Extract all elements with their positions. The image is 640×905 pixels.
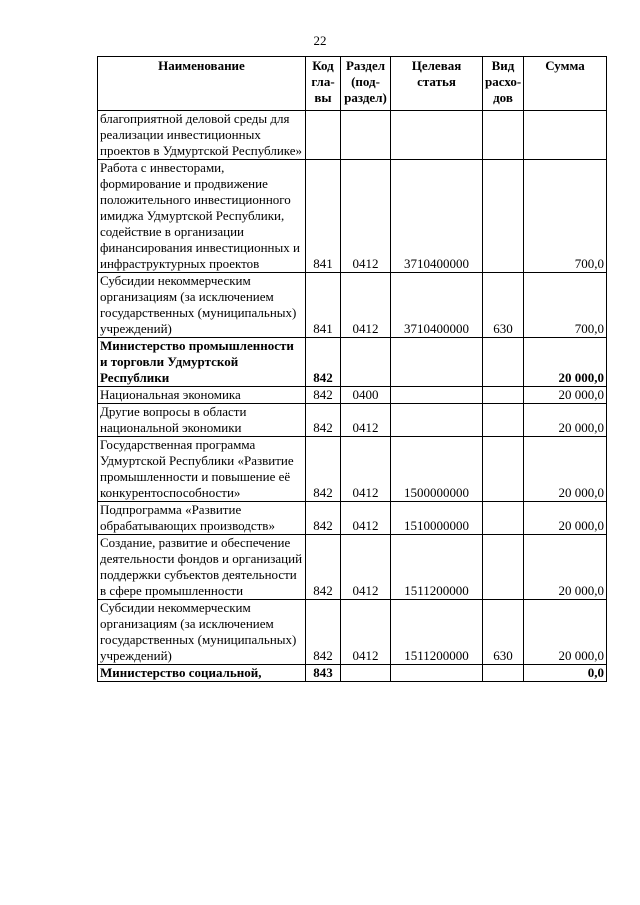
cell-name: благоприятной деловой среды для реализации инвестиционных проектов в Удмуртской Республике» bbox=[98, 111, 306, 160]
cell-sum: 20 000,0 bbox=[524, 338, 607, 387]
cell-name: Министерство промышленности и торговли Удмуртской Республики bbox=[98, 338, 306, 387]
header-code: Код гла- вы bbox=[306, 57, 341, 111]
cell-section: 0412 bbox=[341, 404, 391, 437]
cell-name: Создание, развитие и обеспечение деятельности фондов и организаций поддержки субъектов деятельности в сфере промышленности bbox=[98, 535, 306, 600]
table-row bbox=[98, 600, 607, 665]
table-row bbox=[98, 502, 607, 535]
header-section: Раздел (под- раздел) bbox=[341, 57, 391, 111]
cell-section: 0412 bbox=[341, 600, 391, 665]
cell-name: Субсидии некоммерческим организациям (за исключением государственных (муниципальных) учреждений) bbox=[98, 600, 306, 665]
cell-target: 1511200000 bbox=[391, 600, 483, 665]
cell-sum: 20 000,0 bbox=[524, 502, 607, 535]
budget-table bbox=[97, 56, 607, 682]
header-name: Наименование bbox=[98, 57, 306, 111]
cell-sum: 700,0 bbox=[524, 160, 607, 273]
cell-sum: 0,0 bbox=[524, 665, 607, 682]
cell-sum bbox=[524, 111, 607, 160]
cell-name: Министерство социальной, bbox=[98, 665, 306, 682]
cell-target: 1511200000 bbox=[391, 535, 483, 600]
page-number: 22 bbox=[313, 33, 327, 48]
cell-section: 0412 bbox=[341, 437, 391, 502]
table-row bbox=[98, 273, 607, 338]
cell-target bbox=[391, 338, 483, 387]
cell-code: 842 bbox=[306, 502, 341, 535]
cell-section: 0412 bbox=[341, 502, 391, 535]
table-header-row bbox=[98, 57, 607, 111]
cell-target bbox=[391, 111, 483, 160]
table-row bbox=[98, 160, 607, 273]
cell-sum: 20 000,0 bbox=[524, 387, 607, 404]
cell-type: 630 bbox=[483, 600, 524, 665]
cell-name: Подпрограмма «Развитие обрабатывающих производств» bbox=[98, 502, 306, 535]
cell-code: 842 bbox=[306, 600, 341, 665]
cell-target bbox=[391, 404, 483, 437]
cell-sum: 20 000,0 bbox=[524, 437, 607, 502]
cell-type bbox=[483, 437, 524, 502]
cell-type bbox=[483, 535, 524, 600]
cell-sum: 700,0 bbox=[524, 273, 607, 338]
cell-sum: 20 000,0 bbox=[524, 600, 607, 665]
cell-section: 0412 bbox=[341, 160, 391, 273]
cell-name: Национальная экономика bbox=[98, 387, 306, 404]
cell-section: 0400 bbox=[341, 387, 391, 404]
cell-sum: 20 000,0 bbox=[524, 535, 607, 600]
cell-section bbox=[341, 111, 391, 160]
cell-target bbox=[391, 665, 483, 682]
table-row bbox=[98, 338, 607, 387]
table-row bbox=[98, 437, 607, 502]
cell-code: 843 bbox=[306, 665, 341, 682]
cell-target: 3710400000 bbox=[391, 273, 483, 338]
cell-target bbox=[391, 387, 483, 404]
table-row bbox=[98, 665, 607, 682]
cell-type bbox=[483, 160, 524, 273]
cell-name: Субсидии некоммерческим организациям (за исключением государственных (муниципальных) учреждений) bbox=[98, 273, 306, 338]
table-row bbox=[98, 387, 607, 404]
cell-code: 842 bbox=[306, 387, 341, 404]
cell-section bbox=[341, 665, 391, 682]
header-type: Вид расхо- дов bbox=[483, 57, 524, 111]
cell-type bbox=[483, 387, 524, 404]
cell-name: Другие вопросы в области национальной экономики bbox=[98, 404, 306, 437]
cell-type bbox=[483, 665, 524, 682]
cell-target: 1500000000 bbox=[391, 437, 483, 502]
header-target: Целевая статья bbox=[391, 57, 483, 111]
cell-code: 842 bbox=[306, 535, 341, 600]
cell-type bbox=[483, 404, 524, 437]
cell-code: 841 bbox=[306, 273, 341, 338]
cell-target: 1510000000 bbox=[391, 502, 483, 535]
cell-sum: 20 000,0 bbox=[524, 404, 607, 437]
cell-section: 0412 bbox=[341, 535, 391, 600]
cell-section: 0412 bbox=[341, 273, 391, 338]
cell-section bbox=[341, 338, 391, 387]
table-row bbox=[98, 535, 607, 600]
cell-type: 630 bbox=[483, 273, 524, 338]
header-sum: Сумма bbox=[524, 57, 607, 111]
cell-code: 842 bbox=[306, 404, 341, 437]
cell-type bbox=[483, 502, 524, 535]
cell-name: Работа с инвесторами, формирование и продвижение положительного инвестиционного имиджа Удмуртской Республики, содействие в организации финансирования инвестиционных и инфраструктурных проектов bbox=[98, 160, 306, 273]
cell-name: Государственная программа Удмуртской Республики «Развитие промышленности и повышение её конкурентоспособности» bbox=[98, 437, 306, 502]
cell-code: 841 bbox=[306, 160, 341, 273]
cell-target: 3710400000 bbox=[391, 160, 483, 273]
cell-code: 842 bbox=[306, 338, 341, 387]
cell-code bbox=[306, 111, 341, 160]
table-row bbox=[98, 404, 607, 437]
cell-code: 842 bbox=[306, 437, 341, 502]
cell-type bbox=[483, 338, 524, 387]
cell-type bbox=[483, 111, 524, 160]
table-row bbox=[98, 111, 607, 160]
